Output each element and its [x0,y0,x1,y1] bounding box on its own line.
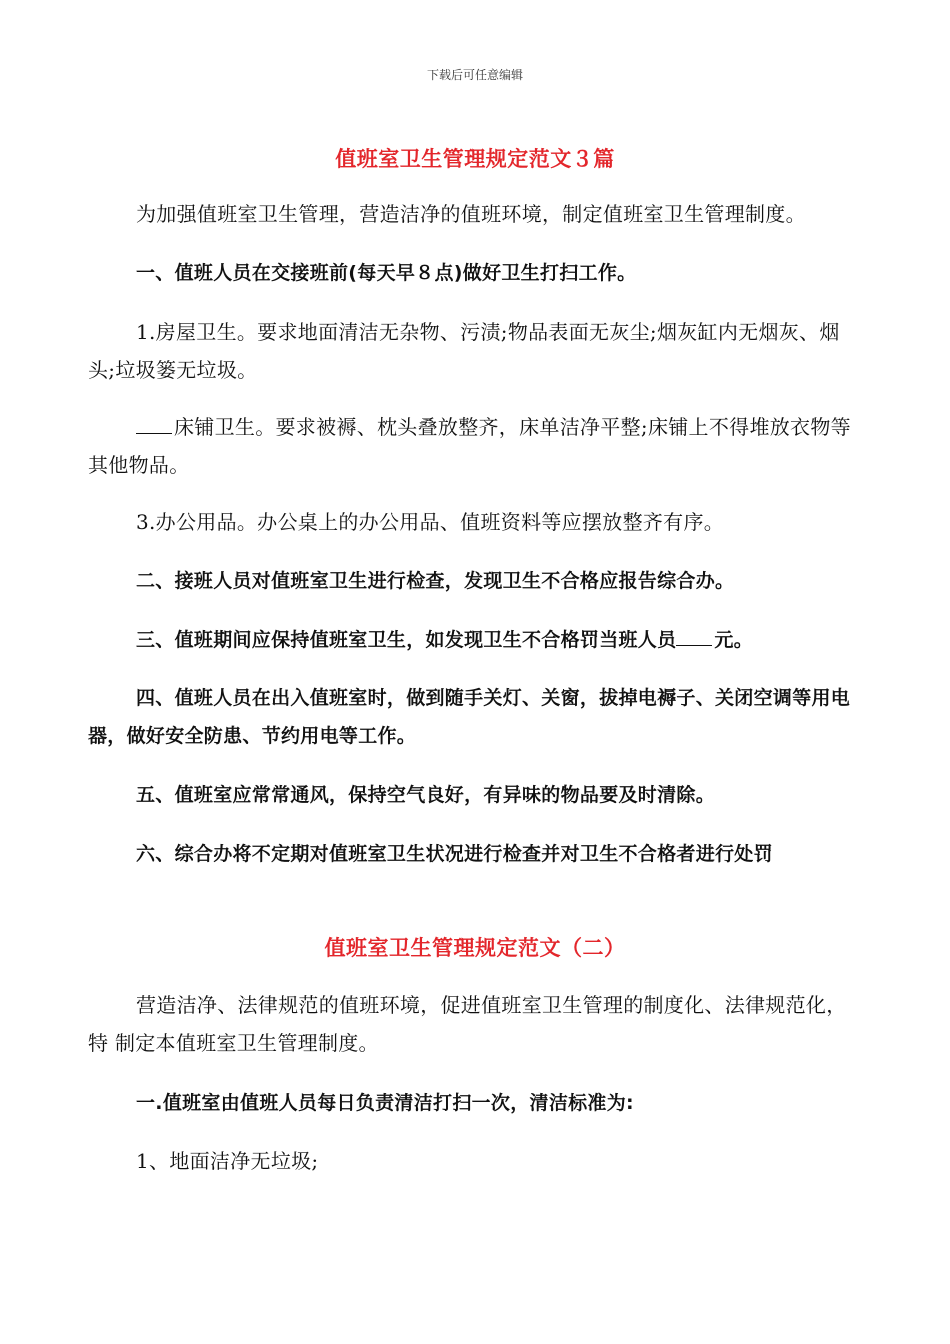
section1-intro: 为加强值班室卫生管理，营造洁净的值班环境，制定值班室卫生管理制度。 [136,202,806,226]
section1-item6: 六、综合办将不定期对值班室卫生状况进行检查并对卫生不合格者进行处罚 [136,843,773,865]
section1-item1-2 [88,408,853,484]
section1-item4: 四、值班人员在出入值班室时，做到随手关灯、关窗，拔掉电褥子、关闭空调等用电器，做好安全防患、节约用电等工作。 [88,687,851,747]
section1-item1: 一、值班人员在交接班前(每天早８点)做好卫生打扫工作。 [136,262,637,284]
header-note: 下载后可任意编辑 [426,68,523,82]
section1-item1-1: 1.房屋卫生。要求地面清洁无杂物、污渍;物品表面无灰尘;烟灰缸内无烟灰、烟头;垃圾篓无垃圾。 [88,320,840,382]
fill-in-blank [676,627,712,646]
section1-item2: 二、接班人员对值班室卫生进行检查，发现卫生不合格应报告综合办。 [136,570,735,592]
section2-item1-1: 1、地面洁净无垃圾; [136,1149,319,1173]
section1-item1-2-text: 床铺卫生。要求被褥、枕头叠放整齐，床单洁净平整;床铺上不得堆放衣物等其他物品。 [88,415,851,477]
section1-item3 [88,621,853,659]
section1-item5: 五、值班室应常常通风，保持空气良好，有异味的物品要及时清除。 [136,784,716,806]
section1-item3-suffix: 元。 [714,629,754,651]
section2-title: 值班室卫生管理规定范文（二） [324,935,626,960]
fill-in-blank [136,415,172,434]
section1-item3-text: 三、值班期间应保持值班室卫生，如发现卫生不合格罚当班人员 [136,629,677,651]
section1-item1-3: 3.办公用品。办公桌上的办公用品、值班资料等应摆放整齐有序。 [136,510,725,534]
section2-item1: 一.值班室由值班人员每日负责清洁打扫一次，清洁标准为: [136,1092,634,1114]
section1-title: 值班室卫生管理规定范文３篇 [335,146,615,171]
section2-intro: 营造洁净、法律规范的值班环境，促进值班室卫生管理的制度化、法律规范化，特 制定本值班室卫生管理制度。 [88,993,847,1055]
